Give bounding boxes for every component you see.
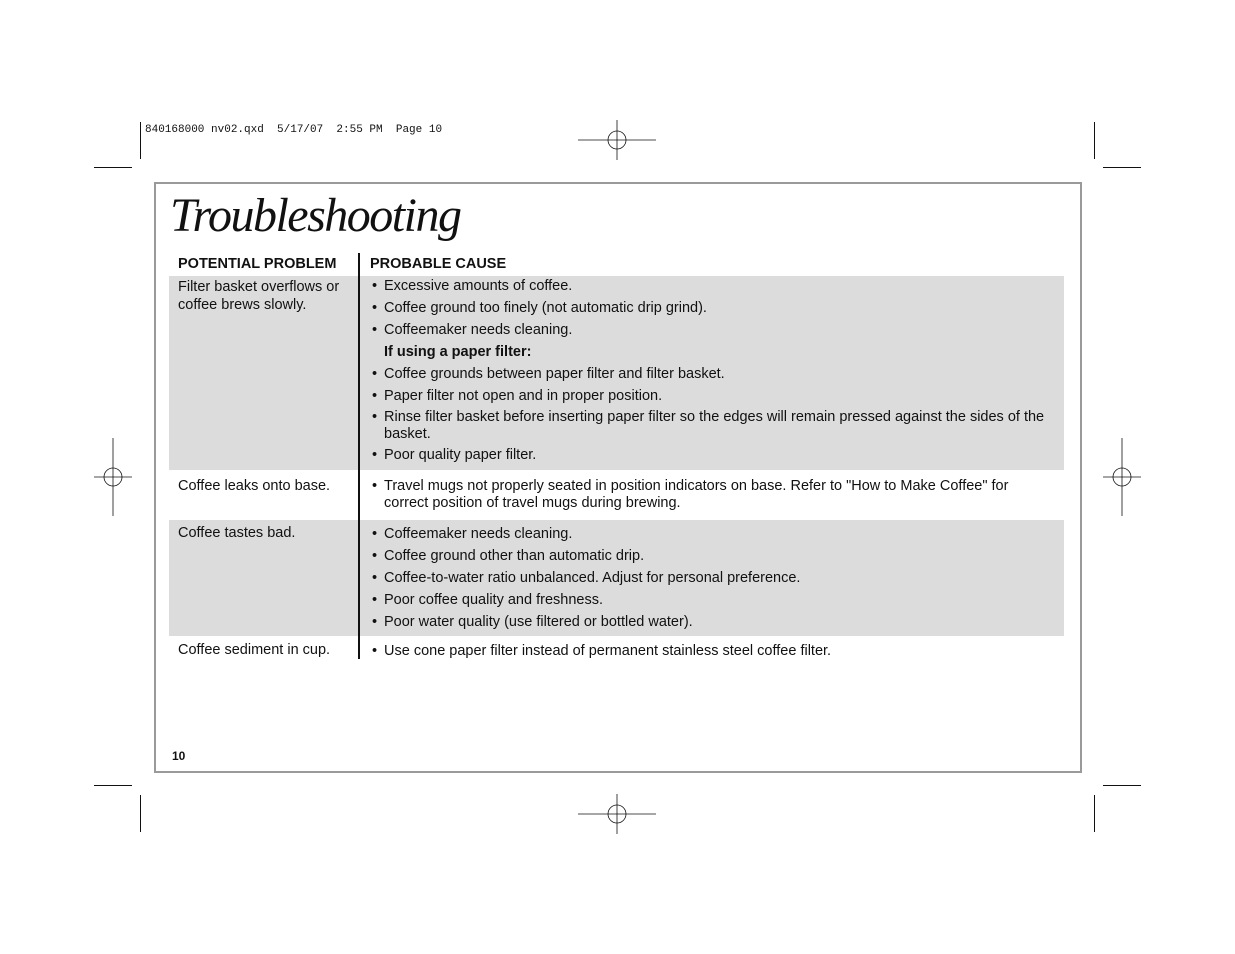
page-number: 10 xyxy=(172,749,186,763)
column-header-problem: POTENTIAL PROBLEM xyxy=(178,256,337,272)
cause-subheading-text: If using a paper filter: xyxy=(384,344,532,360)
bullet-icon: • xyxy=(372,409,378,425)
registration-mark-right-icon xyxy=(1103,438,1141,516)
cause-item xyxy=(372,388,1052,405)
cause-text: Excessive amounts of coffee. xyxy=(384,278,573,294)
registration-mark-bottom-icon xyxy=(578,794,656,834)
cause-item xyxy=(372,643,1052,660)
crop-mark-bottom-right-vertical xyxy=(1094,795,1095,832)
problem-cell: Coffee tastes bad. xyxy=(178,525,296,541)
cause-text: Rinse filter basket before inserting paper filter so the edges will remain pressed against the sides of the basket. xyxy=(384,409,1045,442)
cause-text: Use cone paper filter instead of permanent stainless steel coffee filter. xyxy=(384,643,832,659)
cause-item xyxy=(372,570,1052,587)
bullet-icon: • xyxy=(372,322,378,338)
cause-list xyxy=(372,643,1052,660)
cause-item xyxy=(372,526,1052,543)
cause-item xyxy=(372,592,1052,609)
problem-cell: Coffee sediment in cup. xyxy=(178,642,331,658)
cause-subheading xyxy=(372,344,1052,361)
cause-text: Coffee grounds between paper filter and filter basket. xyxy=(384,366,725,382)
cause-item xyxy=(372,409,1052,443)
bullet-icon: • xyxy=(372,447,378,463)
crop-mark-top-left-horizontal xyxy=(94,167,132,168)
bullet-icon: • xyxy=(372,548,378,564)
bullet-icon: • xyxy=(372,570,378,586)
cause-text: Coffee-to-water ratio unbalanced. Adjust for personal preference. xyxy=(384,570,801,586)
bullet-icon: • xyxy=(372,278,378,294)
cause-text: Coffee ground other than automatic drip. xyxy=(384,548,645,564)
crop-mark-top-right-vertical xyxy=(1094,122,1095,159)
crop-mark-top-right-horizontal xyxy=(1103,167,1141,168)
cause-item xyxy=(372,300,1052,317)
bullet-icon: • xyxy=(372,592,378,608)
cause-text: Coffeemaker needs cleaning. xyxy=(384,526,573,542)
cause-text: Poor coffee quality and freshness. xyxy=(384,592,603,608)
column-divider xyxy=(358,253,360,659)
file-slug: 840168000 nv02.qxd 5/17/07 2:55 PM Page 10 xyxy=(145,124,443,136)
crop-mark-bottom-right-horizontal xyxy=(1103,785,1141,786)
cause-item xyxy=(372,366,1052,383)
cause-item xyxy=(372,614,1052,631)
registration-mark-top-icon xyxy=(578,120,656,160)
cause-list xyxy=(372,526,1052,631)
bullet-icon: • xyxy=(372,300,378,316)
bullet-icon: • xyxy=(372,526,378,542)
cause-list xyxy=(372,478,1052,512)
cause-text: Poor quality paper filter. xyxy=(384,447,537,463)
column-header-cause: PROBABLE CAUSE xyxy=(370,256,507,272)
crop-mark-top-left-vertical xyxy=(140,122,141,159)
cause-text: Travel mugs not properly seated in position indicators on base. Refer to "How to Make Coffee" for correct position of travel mugs during brewing. xyxy=(384,478,1009,511)
page-title: Troubleshooting xyxy=(170,189,461,242)
registration-mark-left-icon xyxy=(94,438,132,516)
cause-item xyxy=(372,548,1052,565)
bullet-icon: • xyxy=(372,388,378,404)
cause-text: Poor water quality (use filtered or bottled water). xyxy=(384,614,693,630)
bullet-icon: • xyxy=(372,643,378,659)
cause-text: Coffee ground too finely (not automatic drip grind). xyxy=(384,300,707,316)
problem-cell: Filter basket overflows or coffee brews slowly. xyxy=(178,279,340,313)
cause-item xyxy=(372,322,1052,339)
problem-cell: Coffee leaks onto base. xyxy=(178,478,331,494)
bullet-icon: • xyxy=(372,366,378,382)
crop-mark-bottom-left-horizontal xyxy=(94,785,132,786)
cause-item xyxy=(372,478,1052,512)
cause-list xyxy=(372,278,1052,464)
cause-text: Coffeemaker needs cleaning. xyxy=(384,322,573,338)
bullet-icon: • xyxy=(372,478,378,494)
cause-text: Paper filter not open and in proper position. xyxy=(384,388,663,404)
cause-item xyxy=(372,278,1052,295)
crop-mark-bottom-left-vertical xyxy=(140,795,141,832)
bullet-icon: • xyxy=(372,614,378,630)
cause-item xyxy=(372,447,1052,464)
